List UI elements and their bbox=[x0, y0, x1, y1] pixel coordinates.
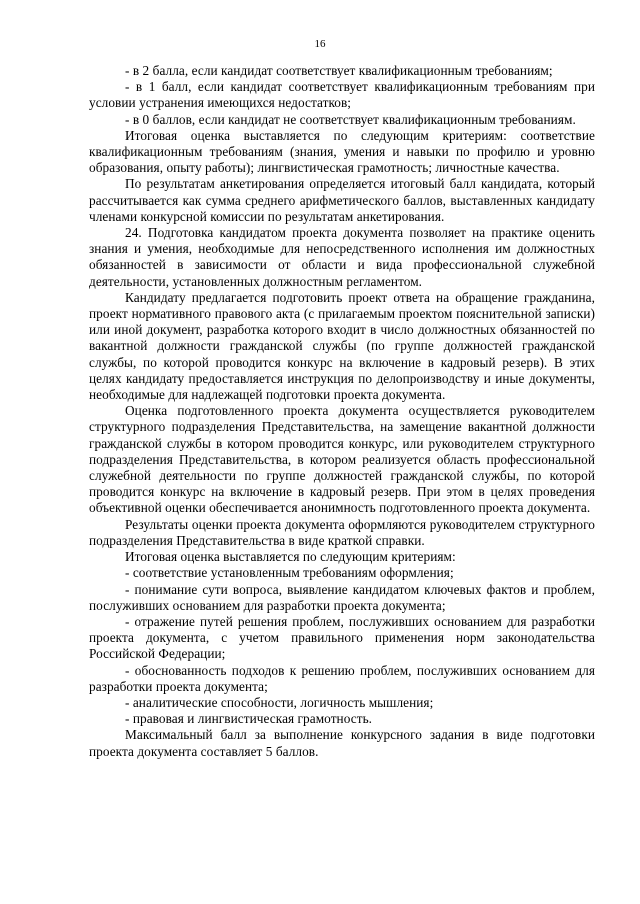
paragraph-evaluation-results: Результаты оценки проекта документа оформляются руководителем структурного подразделения Представительства в виде краткой справки. bbox=[89, 516, 595, 548]
paragraph-criteria-intro: Итоговая оценка выставляется по следующим критериям: bbox=[125, 549, 456, 565]
criteria-item-analytical: - аналитические способности, логичность мышления; bbox=[125, 694, 434, 710]
paragraph-maximum-score: Максимальный балл за выполнение конкурсного задания в виде подготовки проекта документа составляет 5 баллов. bbox=[89, 727, 595, 759]
criteria-item-literacy: - правовая и лингвистическая грамотность. bbox=[125, 711, 373, 727]
paragraph-section-24: 24. Подготовка кандидатом проекта документа позволяет на практике оценить знания и умения, необходимые для непосредственного исполнения им должностных обязанностей в зависимости от области и вида профессиональной служебной деятельности, установленных должностным регламентом. bbox=[89, 225, 595, 289]
paragraph-final-score-criteria: Итоговая оценка выставляется по следующим критериям: соответствие квалификационным требованиям (знания, умения и навыки по профилю и уровню образования, опыту работы); лингвистическая грамотность; личностные качества. bbox=[89, 127, 595, 176]
paragraph-score-zero-points: - в 0 баллов, если кандидат не соответствует квалификационным требованиям. bbox=[125, 111, 576, 127]
paragraph-document-task: Кандидату предлагается подготовить проект ответа на обращение гражданина, проект нормативного правового акта (с прилагаемым проектом пояснительной записки) или иной документ, разработка которого входит в число должностных обязанностей по вакантной должности гражданской службы (по группе должностей гражданской службы, по которой проводится конкурс на включение в кадровый резерв). В этих целях кандидату предоставляется инструкция по делопроизводству и иные документы, необходимые для надлежащей подготовки проекта документа. bbox=[89, 289, 595, 403]
criteria-item-justification: - обоснованность подходов к решению проблем, послуживших основанием для разработки проекта документа; bbox=[89, 662, 595, 694]
paragraph-survey-result: По результатам анкетирования определяется итоговый балл кандидата, который рассчитывается как сумма среднего арифметического баллов, выставленных кандидату членами конкурсной комиссии по результатам анкетирования. bbox=[89, 176, 595, 224]
paragraph-score-two-points: - в 2 балла, если кандидат соответствует квалификационным требованиям; bbox=[125, 63, 553, 78]
paragraph-score-one-point: - в 1 балл, если кандидат соответствует квалификационным требованиям при условии устранения имеющихся недостатков; bbox=[89, 79, 595, 111]
document-body bbox=[89, 63, 595, 760]
criteria-item-solutions: - отражение путей решения проблем, послуживших основанием для разработки проекта документа, с учетом правильного применения норм законодательства Российской Федерации; bbox=[89, 613, 595, 662]
page-number: 16 bbox=[314, 38, 326, 50]
paragraph-document-evaluation: Оценка подготовленного проекта документа осуществляется руководителем структурного подразделения Представительства, на замещение вакантной должности гражданской службы в котором проводится конкурс, или руководителем структурного подразделения Представительства, в котором реализуется область профессиональной служебной деятельности по группе должностей гражданской службы, по которой проводится конкурс на включение в кадровый резерв. При этом в целях проведения объективной оценки обеспечивается анонимность подготовленного проекта документа. bbox=[89, 403, 595, 516]
criteria-item-formatting: - соответствие установленным требованиям оформления; bbox=[125, 565, 454, 581]
criteria-item-understanding: - понимание сути вопроса, выявление кандидатом ключевых фактов и проблем, послуживших основанием для разработки проекта документа; bbox=[89, 581, 595, 613]
